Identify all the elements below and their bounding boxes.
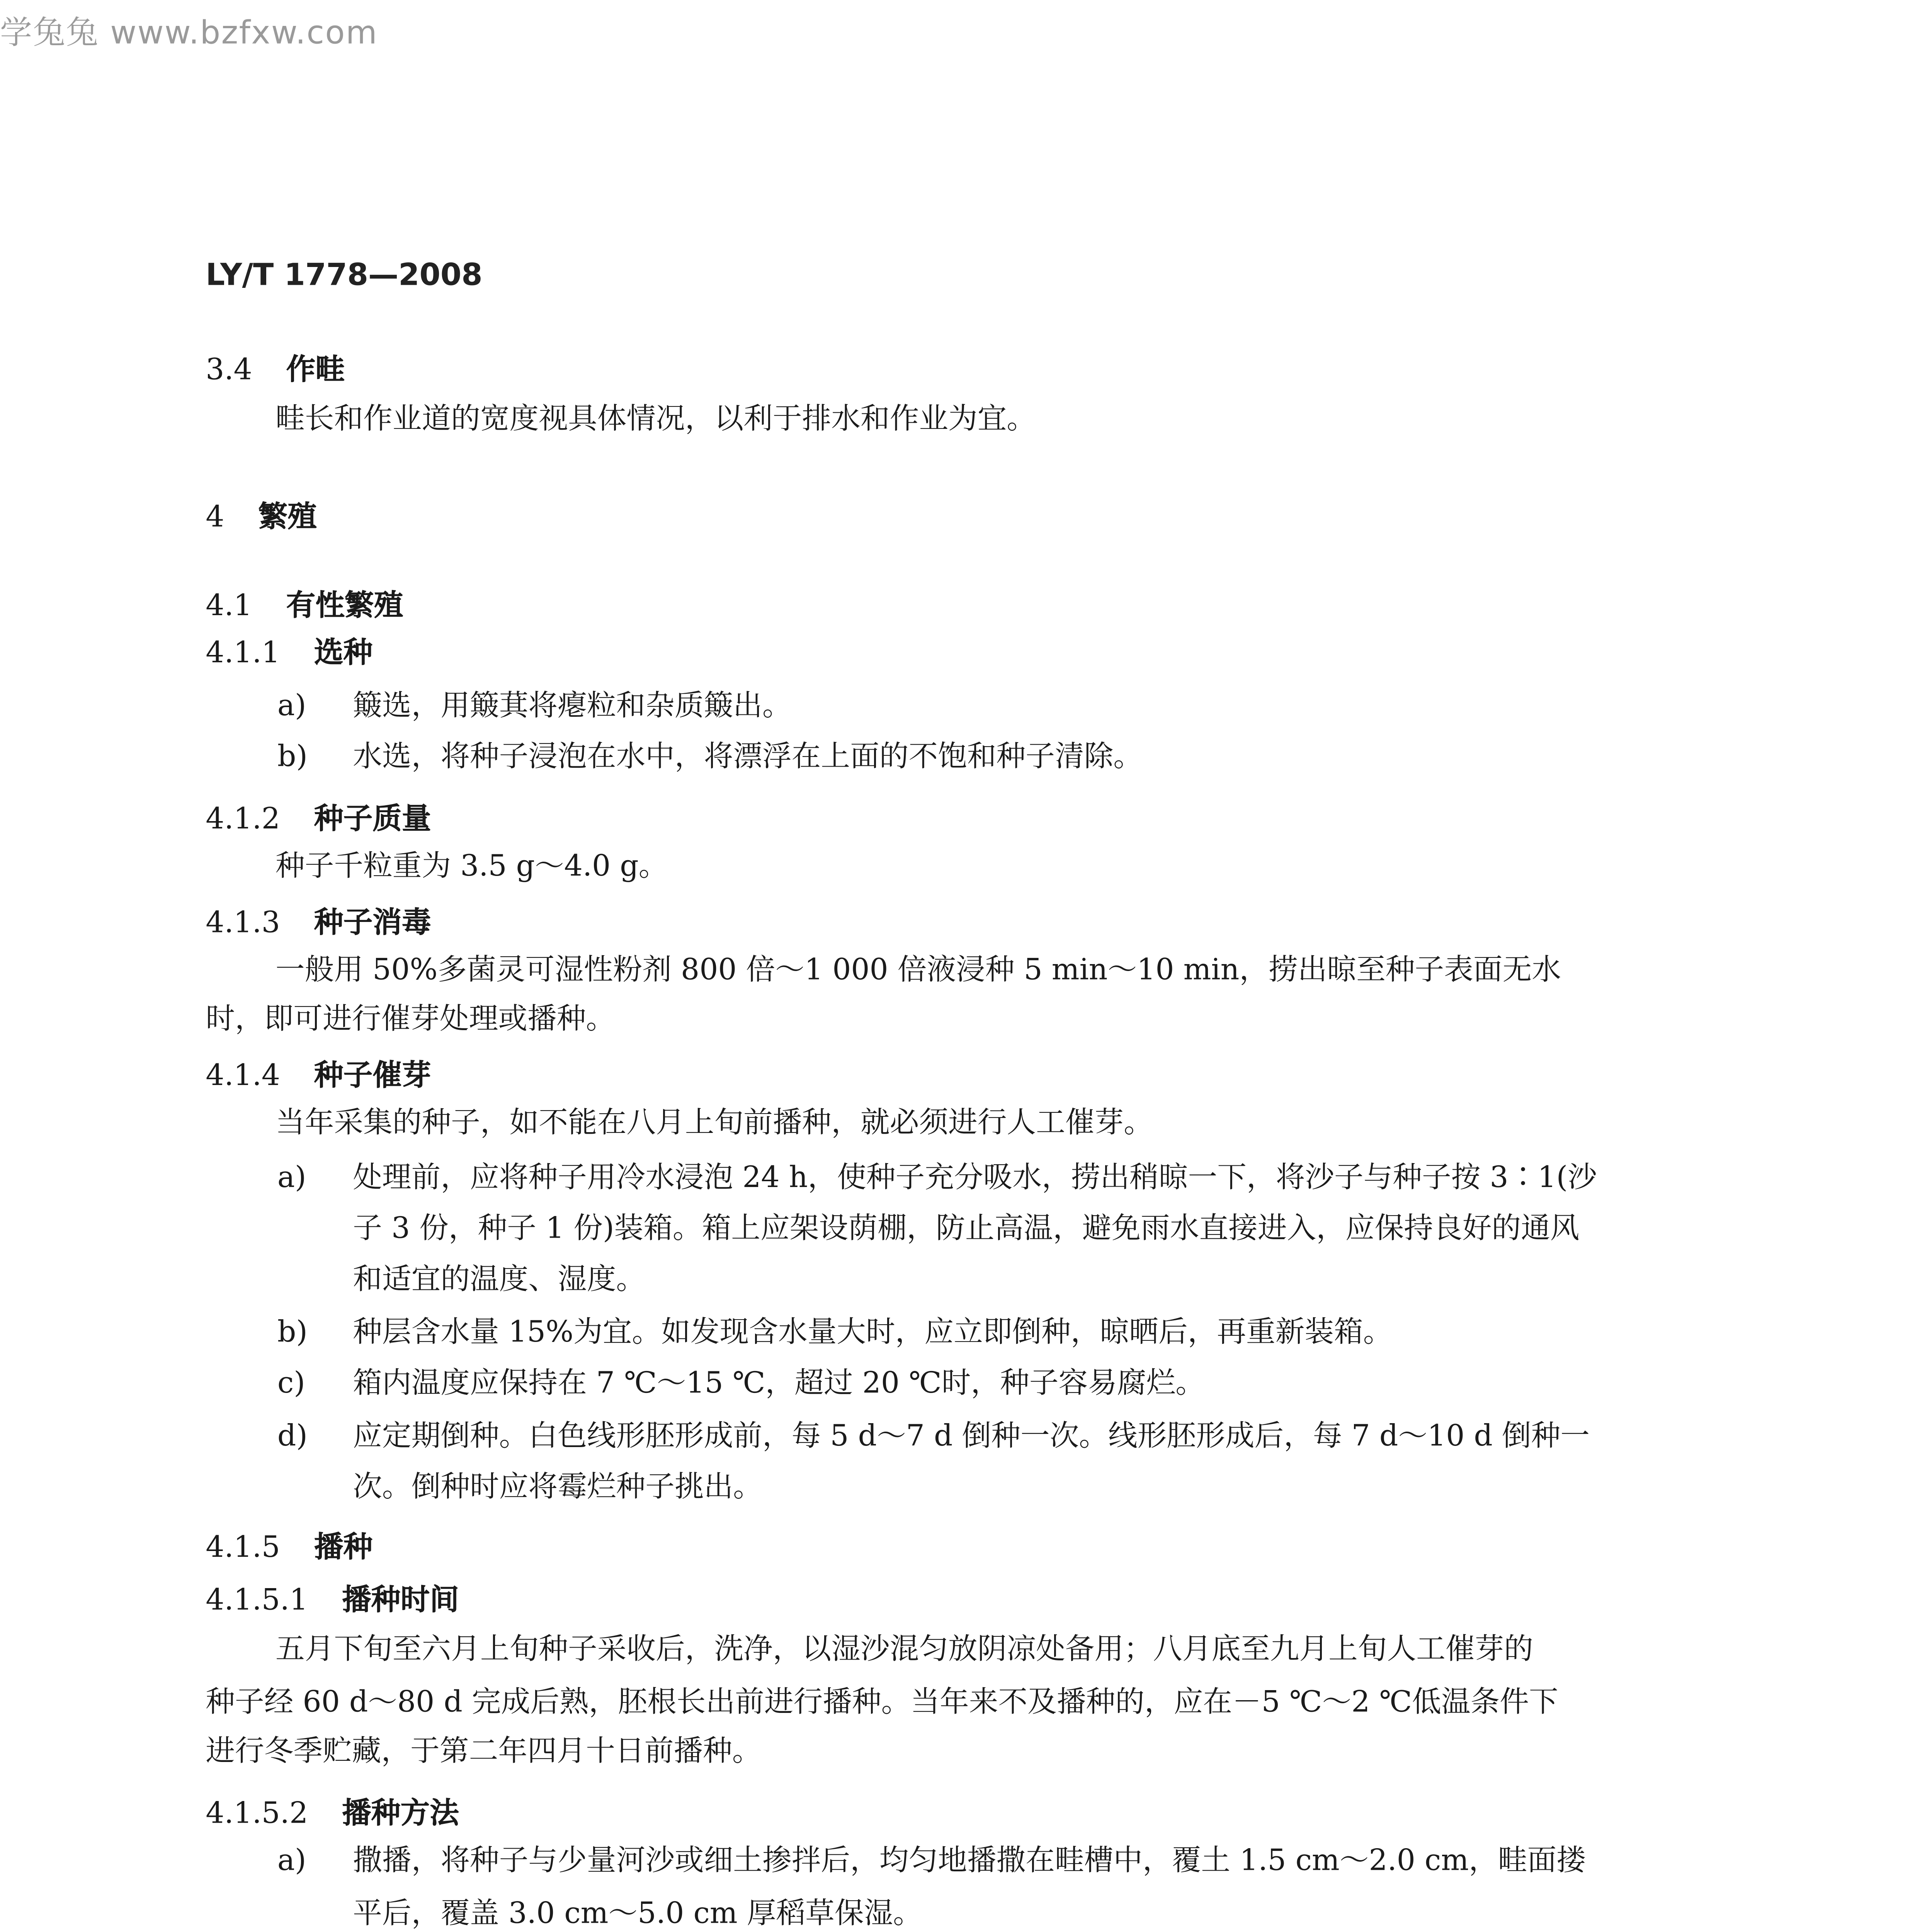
- section-number: 4.1.3: [206, 906, 280, 940]
- section-title: 种子质量: [314, 802, 431, 836]
- section-title: 作畦: [286, 353, 345, 387]
- paragraph-continuation: 时，即可进行催芽处理或播种。: [206, 1002, 616, 1036]
- section-title: 种子消毒: [314, 906, 431, 940]
- section-heading: [206, 1581, 459, 1619]
- list-marker: a): [277, 1844, 306, 1878]
- list-item: [206, 1417, 1590, 1455]
- paragraph-line: 一般用 50%多菌灵可湿性粉剂 800 倍～1 000 倍液浸种 5 min～10 min，捞出晾至种子表面无水: [276, 953, 1561, 987]
- list-item: [206, 687, 791, 725]
- section-title: 播种时间: [342, 1583, 459, 1617]
- section-title: 播种方法: [342, 1796, 459, 1831]
- section-title: 有性繁殖: [286, 588, 403, 623]
- list-item-text: 处理前，应将种子用冷水浸泡 24 h，使种子充分吸水，捞出稍晾一下，将沙子与种子按 3∶1(沙: [353, 1160, 1597, 1195]
- section-title: 播种: [314, 1530, 373, 1565]
- section-number: 4.1.5.1: [206, 1583, 308, 1617]
- list-item: [206, 738, 1143, 776]
- section-title: 种子催芽: [314, 1058, 431, 1093]
- list-item-text: 撒播，将种子与少量河沙或细土掺拌后，均匀地播撒在畦槽中，覆土 1.5 cm～2.0 cm，畦面搂: [353, 1844, 1586, 1878]
- paragraph-line: 五月下旬至六月上旬种子采收后，洗净，以湿沙混匀放阴凉处备用；八月底至九月上旬人工催芽的: [276, 1632, 1534, 1667]
- list-item-continuation: 子 3 份，种子 1 份)装箱。箱上应架设荫棚，防止高温，避免雨水直接进入，应保持良好的通风: [353, 1211, 1580, 1246]
- watermark: 学兔兔 www.bzfxw.com: [0, 15, 378, 53]
- section-heading: [206, 904, 431, 942]
- list-item-continuation: 和适宜的温度、湿度。: [353, 1262, 646, 1297]
- section-title: 繁殖: [258, 500, 317, 534]
- list-item-continuation: 平后，覆盖 3.0 cm～5.0 cm 厚稻草保湿。: [353, 1896, 923, 1930]
- list-item: [206, 1842, 1586, 1879]
- section-number: 4.1: [206, 588, 252, 623]
- section-number: 4.1.5: [206, 1530, 280, 1565]
- section-heading: [206, 1529, 372, 1566]
- list-marker: a): [277, 1160, 306, 1195]
- section-number: 4: [206, 500, 224, 534]
- list-marker: c): [277, 1366, 305, 1400]
- section-number: 4.1.1: [206, 636, 280, 670]
- section-number: 3.4: [206, 353, 252, 387]
- list-marker: b): [277, 1315, 308, 1349]
- list-marker: a): [277, 689, 306, 723]
- list-item: [206, 1313, 1392, 1351]
- list-item-text: 簸选，用簸萁将瘪粒和杂质簸出。: [353, 689, 792, 723]
- section-heading: [206, 1794, 459, 1832]
- list-item: [206, 1364, 1205, 1402]
- list-marker: d): [277, 1419, 308, 1453]
- paragraph-line: 当年采集的种子，如不能在八月上旬前播种，就必须进行人工催芽。: [276, 1105, 1153, 1140]
- section-heading: [206, 587, 403, 625]
- standard-number: LY/T 1778—2008: [206, 257, 483, 293]
- section-heading: [206, 800, 431, 838]
- list-marker: b): [277, 740, 308, 774]
- list-item-text: 种层含水量 15%为宜。如发现含水量大时，应立即倒种，晾晒后，再重新装箱。: [353, 1315, 1393, 1349]
- section-heading: [206, 1057, 431, 1095]
- section-heading: [206, 351, 345, 389]
- list-item-text: 应定期倒种。白色线形胚形成前，每 5 d～7 d 倒种一次。线形胚形成后，每 7 d～10 d 倒种一: [353, 1419, 1590, 1453]
- list-item: [206, 1159, 1597, 1197]
- section-number: 4.1.5.2: [206, 1796, 308, 1831]
- list-item-text: 箱内温度应保持在 7 ℃～15 ℃，超过 20 ℃时，种子容易腐烂。: [353, 1366, 1205, 1400]
- section-heading: [206, 498, 317, 536]
- paragraph-line: 种子千粒重为 3.5 g～4.0 g。: [276, 849, 668, 883]
- paragraph-continuation: 进行冬季贮藏，于第二年四月十日前播种。: [206, 1734, 762, 1768]
- section-title: 选种: [314, 636, 373, 670]
- list-item-continuation: 次。倒种时应将霉烂种子挑出。: [353, 1470, 763, 1504]
- paragraph-continuation: 种子经 60 d～80 d 完成后熟，胚根长出前进行播种。当年来不及播种的，应在－5 ℃～2 ℃低温条件下: [206, 1685, 1558, 1719]
- list-item-text: 水选，将种子浸泡在水中，将漂浮在上面的不饱和种子清除。: [353, 740, 1143, 774]
- section-number: 4.1.4: [206, 1058, 280, 1093]
- paragraph-line: 畦长和作业道的宽度视具体情况，以利于排水和作业为宜。: [276, 402, 1036, 436]
- section-heading: [206, 634, 372, 672]
- section-number: 4.1.2: [206, 802, 280, 836]
